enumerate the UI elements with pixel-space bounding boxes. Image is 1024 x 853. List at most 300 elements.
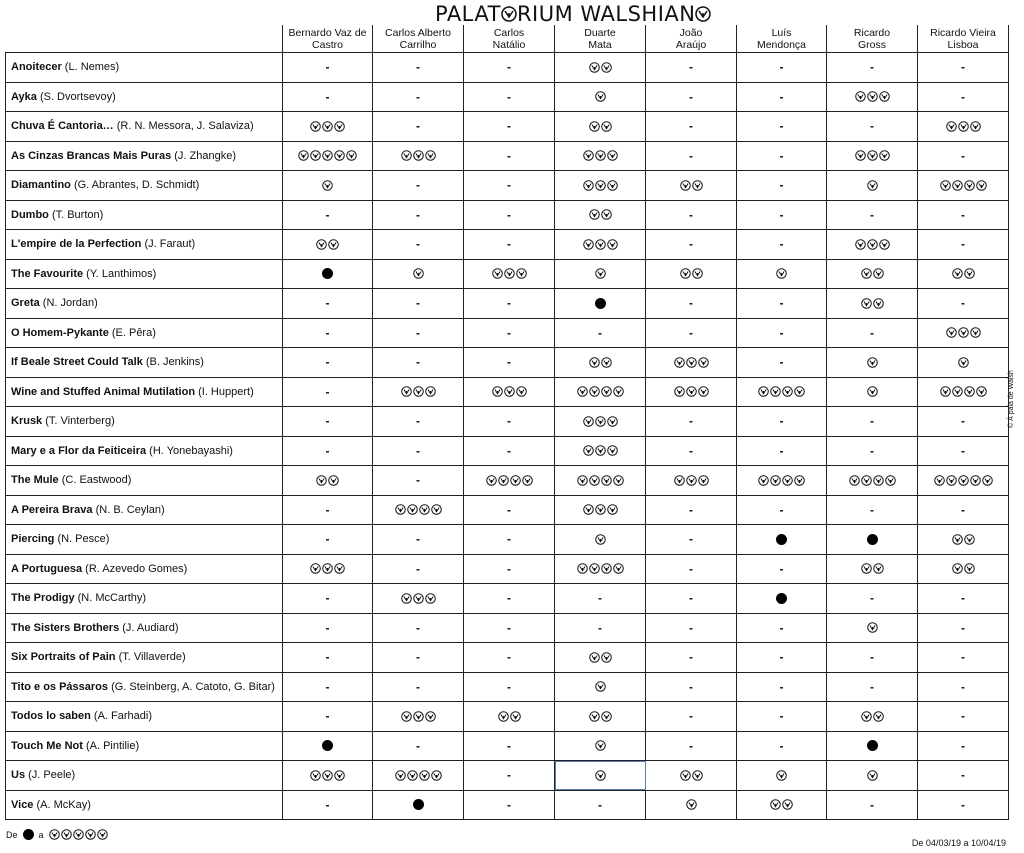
rating-emblems [686,799,697,810]
rating-cell[interactable] [737,613,827,643]
table-row [6,672,1009,702]
walsh-emblem-icon [577,563,588,574]
walsh-emblem-icon [601,386,612,397]
rating-cell[interactable] [283,761,373,791]
rating-cell[interactable] [827,643,918,673]
rating-cell[interactable] [283,82,373,112]
table-row [6,407,1009,437]
rating-cell[interactable] [373,171,464,201]
rating-cell[interactable] [555,230,646,260]
no-rating-dash: - [779,620,784,635]
rating-cell[interactable] [555,348,646,378]
rating-cell[interactable] [283,672,373,702]
rating-cell[interactable] [555,613,646,643]
film-director: (J. Peele) [25,769,76,782]
rating-cell[interactable] [464,112,555,142]
rating-cell[interactable] [646,141,737,171]
rating-cell[interactable] [283,554,373,584]
rating-cell[interactable] [283,53,373,83]
rating-cell[interactable] [737,672,827,702]
rating-cell[interactable] [283,702,373,732]
rating-cell[interactable] [918,525,1009,555]
rating-cell[interactable] [373,112,464,142]
rating-cell[interactable] [737,82,827,112]
rating-cell[interactable] [918,289,1009,319]
rating-cell[interactable] [737,790,827,820]
rating-cell[interactable] [373,259,464,289]
rating-cell[interactable] [918,318,1009,348]
film-title: Tito e os Pássaros [11,680,109,693]
rating-cell[interactable] [737,112,827,142]
rating-cell[interactable] [464,230,555,260]
rating-emblems [680,180,703,191]
walsh-emblem-icon [334,121,345,132]
rating-cell[interactable] [827,112,918,142]
rating-cell[interactable] [827,466,918,496]
rating-cell[interactable] [464,466,555,496]
film-director: (A. McKay) [33,798,91,811]
rating-cell[interactable] [464,171,555,201]
no-rating-dash: - [507,502,511,517]
walsh-emblem-icon [425,711,436,722]
rating-cell[interactable] [646,731,737,761]
rating-cell[interactable] [737,436,827,466]
rating-cell[interactable] [283,230,373,260]
rating-cell[interactable] [918,259,1009,289]
rating-cell[interactable] [918,171,1009,201]
rating-cell[interactable] [646,230,737,260]
rating-cell[interactable] [827,672,918,702]
rating-cell[interactable] [646,407,737,437]
rating-cell[interactable] [737,525,827,555]
rating-cell[interactable] [827,377,918,407]
rating-cell[interactable] [373,230,464,260]
rating-cell[interactable] [555,761,646,791]
rating-cell[interactable] [464,259,555,289]
rating-cell[interactable] [283,643,373,673]
rating-cell[interactable] [918,672,1009,702]
rating-cell[interactable] [827,53,918,83]
rating-emblems [776,770,787,781]
rating-emblems [595,740,606,751]
rating-cell[interactable] [646,495,737,525]
rating-cell[interactable] [918,613,1009,643]
rating-cell[interactable] [555,171,646,201]
rating-emblems [583,416,618,427]
rating-cell[interactable] [646,318,737,348]
rating-cell[interactable] [373,525,464,555]
rating-cell[interactable] [827,495,918,525]
rating-cell[interactable] [283,259,373,289]
no-rating-dash: - [416,532,420,547]
no-rating-dash: - [325,502,330,517]
rating-cell[interactable] [464,82,555,112]
no-rating-dash: - [779,296,784,311]
rating-cell[interactable] [737,407,827,437]
rating-cell[interactable] [283,466,373,496]
rating-cell[interactable] [918,141,1009,171]
rating-cell[interactable] [373,377,464,407]
rating-cell[interactable] [827,554,918,584]
rating-cell[interactable] [918,702,1009,732]
film-cell [6,584,283,614]
ball-icon [867,534,878,545]
walsh-emblem-icon [964,268,975,279]
no-rating-dash: - [870,797,874,812]
walsh-emblem-icon [601,711,612,722]
rating-cell[interactable] [373,82,464,112]
rating-emblems [855,239,890,250]
rating-cell[interactable] [737,230,827,260]
rating-cell[interactable] [918,643,1009,673]
rating-cell[interactable] [646,761,737,791]
rating-cell[interactable] [283,436,373,466]
rating-cell[interactable] [464,613,555,643]
film-director: (N. Jordan) [39,297,98,310]
rating-cell[interactable] [555,584,646,614]
film-cell [6,112,283,142]
rating-cell[interactable] [646,672,737,702]
rating-cell[interactable] [283,112,373,142]
rating-emblems [861,298,884,309]
no-rating-dash: - [598,325,602,340]
rating-cell[interactable] [283,171,373,201]
no-rating-dash: - [507,561,511,576]
rating-cell[interactable] [737,318,827,348]
rating-cell[interactable] [646,377,737,407]
rating-cell[interactable] [737,141,827,171]
walsh-emblem-icon [61,829,72,840]
rating-cell[interactable] [555,289,646,319]
rating-cell[interactable] [373,466,464,496]
rating-cell[interactable] [283,495,373,525]
table-row [6,761,1009,791]
rating-cell[interactable] [918,53,1009,83]
walsh-emblem-icon [498,711,509,722]
rating-cell[interactable] [555,436,646,466]
no-rating-dash: - [416,473,420,488]
rating-cell[interactable] [737,259,827,289]
rating-cell[interactable] [918,495,1009,525]
walsh-emblem-icon [867,770,878,781]
no-rating-dash: - [416,207,420,222]
film-director: (N. Pesce) [54,533,110,546]
rating-cell[interactable] [555,377,646,407]
rating-cell[interactable] [918,731,1009,761]
rating-emblems [674,475,709,486]
rating-cell[interactable] [373,53,464,83]
film-cell [6,466,283,496]
rating-cell[interactable] [555,141,646,171]
rating-cell[interactable] [373,495,464,525]
rating-cell[interactable] [464,702,555,732]
rating-cell[interactable] [373,761,464,791]
rating-cell[interactable] [373,407,464,437]
rating-cell[interactable] [464,377,555,407]
no-rating-dash: - [507,207,511,222]
rating-cell[interactable] [283,377,373,407]
rating-cell[interactable] [646,259,737,289]
rating-cell[interactable] [373,702,464,732]
walsh-emblem-icon [516,386,527,397]
rating-emblems [401,711,436,722]
walsh-emblem-icon [607,239,618,250]
no-rating-dash: - [689,60,693,75]
rating-cell[interactable] [464,318,555,348]
rating-cell[interactable] [373,289,464,319]
rating-cell[interactable] [555,731,646,761]
rating-cell[interactable] [555,672,646,702]
rating-cell[interactable] [646,53,737,83]
no-rating-dash: - [507,355,511,370]
rating-cell[interactable] [646,790,737,820]
walsh-emblem-icon [413,386,424,397]
no-rating-dash: - [598,797,602,812]
table-row [6,141,1009,171]
rating-cell[interactable] [737,584,827,614]
rating-cell[interactable] [555,318,646,348]
film-director: (T. Villaverde) [115,651,186,664]
no-rating-dash: - [779,148,784,163]
rating-cell[interactable] [827,407,918,437]
rating-cell[interactable] [464,790,555,820]
rating-cell[interactable] [646,112,737,142]
rating-cell[interactable] [918,82,1009,112]
rating-cell[interactable] [827,230,918,260]
rating-cell[interactable] [283,289,373,319]
rating-cell[interactable] [373,731,464,761]
rating-cell[interactable] [464,761,555,791]
rating-cell[interactable] [827,790,918,820]
rating-cell[interactable] [827,348,918,378]
rating-cell[interactable] [464,436,555,466]
rating-cell[interactable] [555,53,646,83]
rating-cell[interactable] [737,348,827,378]
rating-cell[interactable] [555,407,646,437]
rating-cell[interactable] [918,112,1009,142]
rating-cell[interactable] [373,141,464,171]
rating-cell[interactable] [555,112,646,142]
rating-cell[interactable] [737,200,827,230]
walsh-emblem-icon [316,475,327,486]
rating-cell[interactable] [373,584,464,614]
rating-cell[interactable] [737,53,827,83]
rating-cell[interactable] [464,289,555,319]
rating-cell[interactable] [918,407,1009,437]
rating-cell[interactable] [464,731,555,761]
rating-cell[interactable] [555,702,646,732]
walsh-emblem-icon [613,563,624,574]
rating-cell[interactable] [373,436,464,466]
rating-cell[interactable] [464,643,555,673]
rating-cell[interactable] [283,407,373,437]
rating-cell[interactable] [737,761,827,791]
rating-cell[interactable] [827,761,918,791]
rating-cell[interactable] [827,584,918,614]
rating-cell[interactable] [827,436,918,466]
film-cell [6,259,283,289]
rating-cell[interactable] [555,790,646,820]
rating-cell[interactable] [646,643,737,673]
rating-cell[interactable] [646,525,737,555]
rating-cell[interactable] [646,584,737,614]
rating-cell[interactable] [373,672,464,702]
rating-cell[interactable] [555,495,646,525]
rating-cell[interactable] [646,82,737,112]
no-rating-dash: - [325,296,330,311]
rating-cell[interactable] [646,171,737,201]
walsh-emblem-icon [680,180,691,191]
rating-cell[interactable] [918,790,1009,820]
rating-cell[interactable] [464,554,555,584]
film-cell [6,702,283,732]
rating-cell[interactable] [283,525,373,555]
rating-cell[interactable] [918,436,1009,466]
rating-emblems [589,121,612,132]
rating-cell[interactable] [464,672,555,702]
film-director: (N. B. Ceylan) [92,503,165,516]
rating-cell[interactable] [646,554,737,584]
rating-cell[interactable] [646,348,737,378]
film-director: (N. McCarthy) [74,592,147,605]
no-rating-dash: - [870,325,874,340]
rating-cell[interactable] [555,554,646,584]
rating-cell[interactable] [737,702,827,732]
walsh-emblem-icon [419,770,430,781]
rating-cell[interactable] [555,525,646,555]
walsh-emblem-icon [794,475,805,486]
walsh-emblem-icon [867,239,878,250]
rating-cell[interactable] [827,318,918,348]
rating-cell[interactable] [373,318,464,348]
rating-cell[interactable] [283,318,373,348]
rating-cell[interactable] [464,407,555,437]
rating-cell[interactable] [827,171,918,201]
rating-cell[interactable] [464,200,555,230]
rating-cell[interactable] [646,436,737,466]
rating-cell[interactable] [827,702,918,732]
rating-cell[interactable] [737,377,827,407]
rating-cell[interactable] [827,525,918,555]
no-rating-dash: - [689,119,693,134]
rating-cell[interactable] [737,466,827,496]
no-rating-dash: - [779,561,784,576]
rating-cell[interactable] [827,200,918,230]
rating-cell[interactable] [737,171,827,201]
rating-cell[interactable] [827,141,918,171]
rating-cell[interactable] [827,731,918,761]
rating-cell[interactable] [918,554,1009,584]
rating-cell[interactable] [555,466,646,496]
rating-cell[interactable] [827,289,918,319]
rating-cell[interactable] [373,200,464,230]
rating-cell[interactable] [646,702,737,732]
walsh-emblem-icon [425,386,436,397]
no-rating-dash: - [689,738,693,753]
rating-cell[interactable] [464,525,555,555]
rating-cell[interactable] [646,200,737,230]
rating-cell[interactable] [464,141,555,171]
rating-cell[interactable] [737,495,827,525]
rating-cell[interactable] [918,584,1009,614]
rating-cell[interactable] [737,731,827,761]
rating-cell[interactable] [283,348,373,378]
film-director: (Y. Lanthimos) [83,267,157,280]
no-rating-dash: - [325,709,330,724]
rating-emblems [595,268,606,279]
rating-cell[interactable] [464,495,555,525]
walsh-emblem-icon [595,91,606,102]
rating-cell[interactable] [646,289,737,319]
ball-icon [776,534,787,545]
rating-cell[interactable] [827,82,918,112]
rating-cell[interactable] [555,643,646,673]
walsh-emblem-icon [583,150,594,161]
no-rating-dash: - [689,148,693,163]
no-rating-dash: - [325,89,330,104]
date-range: De 04/03/19 a 10/04/19 [911,838,1006,848]
rating-cell[interactable] [283,613,373,643]
rating-emblems [867,357,878,368]
rating-cell[interactable] [555,82,646,112]
walsh-emblem-icon [425,150,436,161]
film-title: Us [11,769,26,782]
film-cell [6,377,283,407]
rating-cell[interactable] [646,466,737,496]
rating-cell[interactable] [918,200,1009,230]
rating-cell[interactable] [918,761,1009,791]
rating-cell[interactable] [464,348,555,378]
legend-to-label: a [38,829,44,840]
rating-cell[interactable] [283,790,373,820]
rating-cell[interactable] [737,289,827,319]
rating-emblems [940,180,987,191]
walsh-emblem-icon [431,770,442,781]
rating-cell[interactable] [373,790,464,820]
rating-cell[interactable] [827,613,918,643]
rating-cell[interactable] [918,230,1009,260]
rating-cell[interactable] [373,348,464,378]
rating-cell[interactable] [283,200,373,230]
rating-cell[interactable] [918,348,1009,378]
rating-cell[interactable] [373,554,464,584]
no-rating-dash: - [689,296,693,311]
walsh-emblem-icon [322,563,333,574]
walsh-emblem-icon [310,150,321,161]
rating-cell[interactable] [464,584,555,614]
rating-cell[interactable] [555,259,646,289]
rating-cell[interactable] [464,53,555,83]
rating-cell[interactable] [827,259,918,289]
rating-cell[interactable] [555,200,646,230]
rating-cell[interactable] [918,466,1009,496]
rating-cell[interactable] [646,613,737,643]
walsh-emblem-icon [946,475,957,486]
rating-cell[interactable] [918,377,1009,407]
rating-cell[interactable] [737,643,827,673]
rating-cell[interactable] [373,613,464,643]
no-rating-dash: - [779,355,784,370]
no-rating-dash: - [961,679,965,694]
film-director: (A. Pintilie) [82,739,140,752]
rating-cell[interactable] [737,554,827,584]
rating-cell[interactable] [283,584,373,614]
rating-cell[interactable] [283,141,373,171]
rating-cell[interactable] [283,731,373,761]
rating-cell[interactable] [373,643,464,673]
walsh-emblem-icon [674,386,685,397]
walsh-emblem-icon [976,386,987,397]
